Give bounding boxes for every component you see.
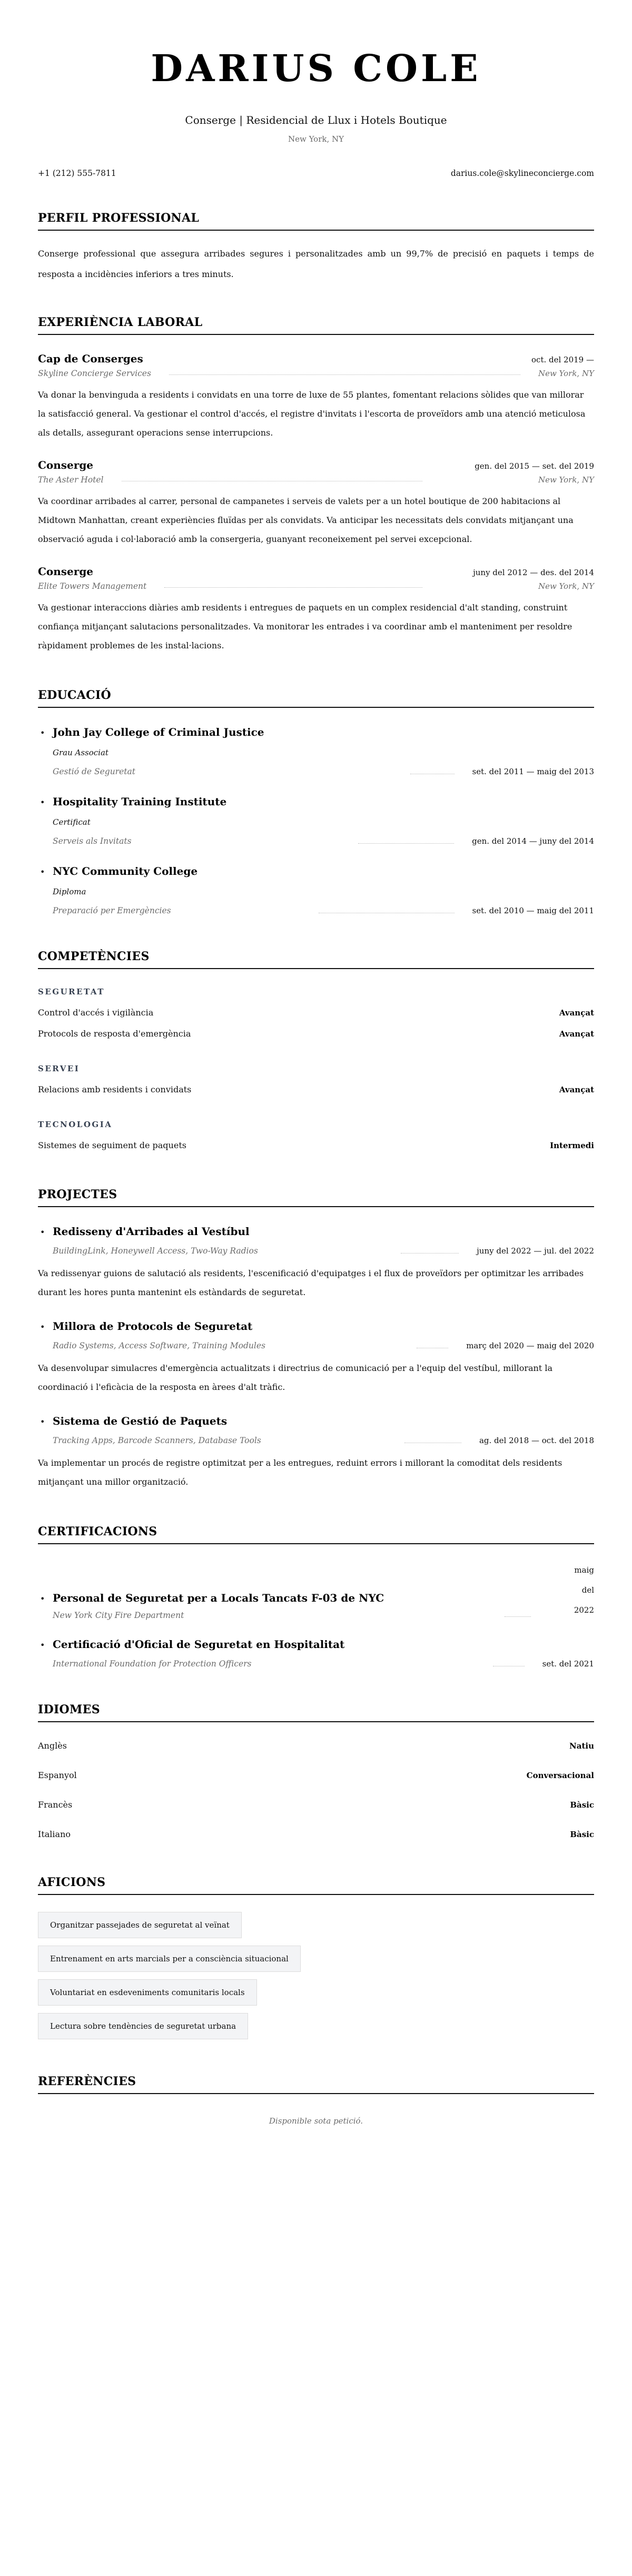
skill-group bbox=[38, 1119, 594, 1151]
section-profile bbox=[38, 211, 594, 284]
certification-issuer: International Foundation for Protection Officers bbox=[53, 1659, 252, 1669]
school-name: John Jay College of Criminal Justice bbox=[53, 726, 264, 738]
certification-date: maig del 2022 bbox=[574, 1565, 594, 1615]
company-name: Skyline Concierge Services bbox=[38, 369, 151, 378]
language-item bbox=[38, 1829, 594, 1840]
candidate-name: DARIUS COLE bbox=[151, 46, 481, 90]
section-skills bbox=[38, 949, 594, 1151]
field-of-study: Preparació per Emergències bbox=[53, 906, 171, 915]
skill-item bbox=[38, 1084, 594, 1095]
project-title: Redisseny d'Arribades al Vestíbul bbox=[53, 1225, 250, 1238]
skill-item bbox=[38, 1028, 594, 1040]
field-of-study: Gestió de Seguretat bbox=[53, 767, 135, 776]
section-title: AFICIONS bbox=[38, 1875, 594, 1895]
job-dates: gen. del 2015 — set. del 2019 bbox=[475, 461, 594, 471]
certification-issuer: New York City Fire Department bbox=[53, 1611, 184, 1620]
project-tools: Tracking Apps, Barcode Scanners, Database Tools bbox=[53, 1436, 261, 1445]
job-title: Cap de Conserges bbox=[38, 352, 143, 365]
skill-item bbox=[38, 1007, 594, 1019]
phone: +1 (212) 555-7811 bbox=[38, 169, 116, 178]
certification-entry bbox=[38, 1636, 594, 1670]
bullet-icon: • bbox=[40, 867, 45, 877]
section-languages bbox=[38, 1702, 594, 1840]
hobby-tag: Organitzar passejades de seguretat al veïnat bbox=[38, 1912, 242, 1938]
project-description: Va redissenyar guions de salutació als residents, l'escenificació d'equipatges i el flux de proveïdors per optimitzar les arribades durant les hores punta mantenint els estàndards de seguretat. bbox=[38, 1268, 584, 1297]
job-description: Va gestionar interaccions diàries amb residents i entregues de paquets en un complex residencial d'alt standing, construint confiança mitjançant salutacions personalitzades. Va monitorar les entrades i va coordinar amb el manteniment per resoldre ràpidament problemes de les instal·lacions. bbox=[38, 603, 572, 650]
skill-name: Sistemes de seguiment de paquets bbox=[38, 1140, 186, 1150]
section-hobbies bbox=[38, 1875, 594, 2039]
language-item bbox=[38, 1740, 594, 1752]
project-tools: BuildingLink, Honeywell Access, Two-Way Radios bbox=[53, 1246, 258, 1256]
job-location: New York, NY bbox=[538, 475, 594, 485]
job-entry bbox=[38, 564, 594, 655]
language-level: Bàsic bbox=[570, 1800, 594, 1810]
education-dates: set. del 2010 — maig del 2011 bbox=[472, 906, 594, 915]
degree: Diploma bbox=[53, 887, 86, 896]
bullet-icon: • bbox=[40, 1594, 45, 1604]
bullet-icon: • bbox=[40, 797, 45, 807]
job-dates: juny del 2012 — des. del 2014 bbox=[473, 568, 594, 577]
section-title: REFERÈNCIES bbox=[38, 2074, 594, 2094]
section-title: CERTIFICACIONS bbox=[38, 1524, 594, 1544]
language-level: Conversacional bbox=[526, 1771, 594, 1780]
degree: Certificat bbox=[53, 817, 91, 827]
school-name: Hospitality Training Institute bbox=[53, 795, 227, 808]
job-description: Va coordinar arribades al carrer, personal de campanetes i serveis de valets per a un hotel boutique de 200 habitacions al Midtown Manhattan, creant experiències fluïdas per als convidats. Va anticipar les necessitats dels convidats mitjançant una observació aguda i col·laboració amb la consergeria, guanyant reconeixement pel servei excepcional. bbox=[38, 496, 574, 544]
language-item bbox=[38, 1799, 594, 1811]
skill-level: Avançat bbox=[559, 1029, 594, 1039]
section-title: PROJECTES bbox=[38, 1187, 594, 1207]
project-description: Va implementar un procés de registre optimitzat per a les entregues, reduint errors i millorant la comoditat dels residents mitjançant una millor organització. bbox=[38, 1458, 562, 1487]
skill-category: TECNOLOGIA bbox=[38, 1120, 113, 1129]
project-dates: ag. del 2018 — oct. del 2018 bbox=[479, 1436, 594, 1445]
section-experience bbox=[38, 315, 594, 655]
bullet-icon: • bbox=[40, 1417, 45, 1427]
education-entry bbox=[38, 863, 594, 916]
language-name: Anglès bbox=[38, 1741, 67, 1751]
project-entry bbox=[38, 1318, 594, 1397]
project-entry bbox=[38, 1223, 594, 1302]
company-name: The Aster Hotel bbox=[38, 475, 104, 485]
language-name: Francès bbox=[38, 1800, 73, 1810]
skill-category: SERVEI bbox=[38, 1064, 80, 1073]
contact-row bbox=[38, 167, 594, 179]
language-level: Natiu bbox=[569, 1741, 594, 1751]
skill-level: Avançat bbox=[559, 1008, 594, 1018]
header-location: New York, NY bbox=[288, 134, 344, 144]
certification-date: set. del 2021 bbox=[542, 1659, 594, 1669]
field-of-study: Serveis als Invitats bbox=[53, 836, 132, 846]
job-title: Conserge bbox=[38, 459, 94, 471]
section-certifications bbox=[38, 1524, 594, 1670]
hobby-tag: Lectura sobre tendències de seguretat urbana bbox=[38, 2013, 248, 2039]
section-title: IDIOMES bbox=[38, 1702, 594, 1722]
project-description: Va desenvolupar simulacres d'emergència actualitzats i directrius de comunicació per a l'equip del vestíbul, millorant la coordinació i l'eficàcia de la resposta en àrees d'alt tràfic. bbox=[38, 1363, 553, 1392]
job-dates: oct. del 2019 — bbox=[531, 355, 594, 364]
school-name: NYC Community College bbox=[53, 865, 198, 877]
language-name: Espanyol bbox=[38, 1770, 77, 1780]
skill-level: Intermedi bbox=[550, 1141, 594, 1150]
job-location: New York, NY bbox=[538, 369, 594, 378]
section-projects bbox=[38, 1187, 594, 1492]
headline: Conserge | Residencial de Llux i Hotels Boutique bbox=[185, 114, 447, 126]
skill-name: Control d'accés i vigilància bbox=[38, 1008, 154, 1018]
dotted-leader bbox=[164, 587, 422, 588]
language-item bbox=[38, 1770, 594, 1781]
skill-group bbox=[38, 1063, 594, 1095]
project-title: Millora de Protocols de Seguretat bbox=[53, 1320, 253, 1333]
skill-item bbox=[38, 1140, 594, 1151]
profile-summary: Conserge professional que assegura arribades segures i personalitzades amb un 99,7% de precisió en paquets i temps de resposta a incidències inferiors a tres minuts. bbox=[38, 249, 594, 279]
dotted-leader bbox=[358, 843, 454, 844]
hobby-tags bbox=[38, 1912, 594, 2039]
job-entry bbox=[38, 457, 594, 549]
section-title: EDUCACIÓ bbox=[38, 688, 594, 708]
education-dates: gen. del 2014 — juny del 2014 bbox=[472, 836, 594, 846]
hobby-tag: Entrenament en arts marcials per a consciència situacional bbox=[38, 1946, 301, 1972]
company-name: Elite Towers Management bbox=[38, 581, 147, 591]
project-title: Sistema de Gestió de Paquets bbox=[53, 1415, 228, 1427]
language-level: Bàsic bbox=[570, 1830, 594, 1839]
section-references bbox=[38, 2074, 594, 2126]
skill-group bbox=[38, 986, 594, 1040]
project-tools: Radio Systems, Access Software, Training Modules bbox=[53, 1341, 265, 1350]
education-dates: set. del 2011 — maig del 2013 bbox=[472, 767, 594, 776]
dotted-leader bbox=[169, 374, 520, 375]
skill-level: Avançat bbox=[559, 1085, 594, 1094]
job-description: Va donar la benvinguda a residents i convidats en una torre de luxe de 55 plantes, fomentant relacions sòlides que van millorar la satisfacció general. Va gestionar el control d'accés, el registre d'invitats i l'escorta de proveïdors amb una atenció meticulosa als detalls, assegurant operacions sense interrupcions. bbox=[38, 390, 586, 438]
education-entry bbox=[38, 793, 594, 847]
references-note: Disponible sota petició. bbox=[269, 2116, 363, 2126]
language-name: Italiano bbox=[38, 1829, 71, 1839]
certification-title: Certificació d'Oficial de Seguretat en Hospitalitat bbox=[53, 1638, 345, 1651]
dotted-leader bbox=[401, 1253, 459, 1254]
bullet-icon: • bbox=[40, 1322, 45, 1332]
project-dates: juny del 2022 — jul. del 2022 bbox=[477, 1246, 594, 1256]
certification-title: Personal de Seguretat per a Locals Tancats F-03 de NYC bbox=[53, 1592, 384, 1604]
skill-category: SEGURETAT bbox=[38, 987, 105, 996]
job-location: New York, NY bbox=[538, 581, 594, 591]
section-education bbox=[38, 688, 594, 916]
section-title: PERFIL PROFESSIONAL bbox=[38, 211, 594, 231]
education-entry bbox=[38, 724, 594, 777]
email: darius.cole@skylineconcierge.com bbox=[450, 169, 594, 178]
skill-name: Relacions amb residents i convidats bbox=[38, 1084, 192, 1094]
bullet-icon: • bbox=[40, 1640, 45, 1650]
dotted-leader bbox=[505, 1616, 531, 1617]
job-title: Conserge bbox=[38, 565, 94, 578]
job-entry bbox=[38, 351, 594, 442]
hobby-tag: Voluntariat en esdeveniments comunitaris locals bbox=[38, 1979, 257, 2006]
section-title: COMPETÈNCIES bbox=[38, 949, 594, 969]
bullet-icon: • bbox=[40, 728, 45, 738]
bullet-icon: • bbox=[40, 1227, 45, 1237]
skill-name: Protocols de resposta d'emergència bbox=[38, 1029, 191, 1039]
certification-entry bbox=[38, 1560, 594, 1620]
section-title: EXPERIÈNCIA LABORAL bbox=[38, 315, 594, 335]
project-dates: març del 2020 — maig del 2020 bbox=[466, 1341, 594, 1350]
resume-header bbox=[38, 46, 594, 179]
project-entry bbox=[38, 1413, 594, 1492]
degree: Grau Associat bbox=[53, 748, 108, 757]
